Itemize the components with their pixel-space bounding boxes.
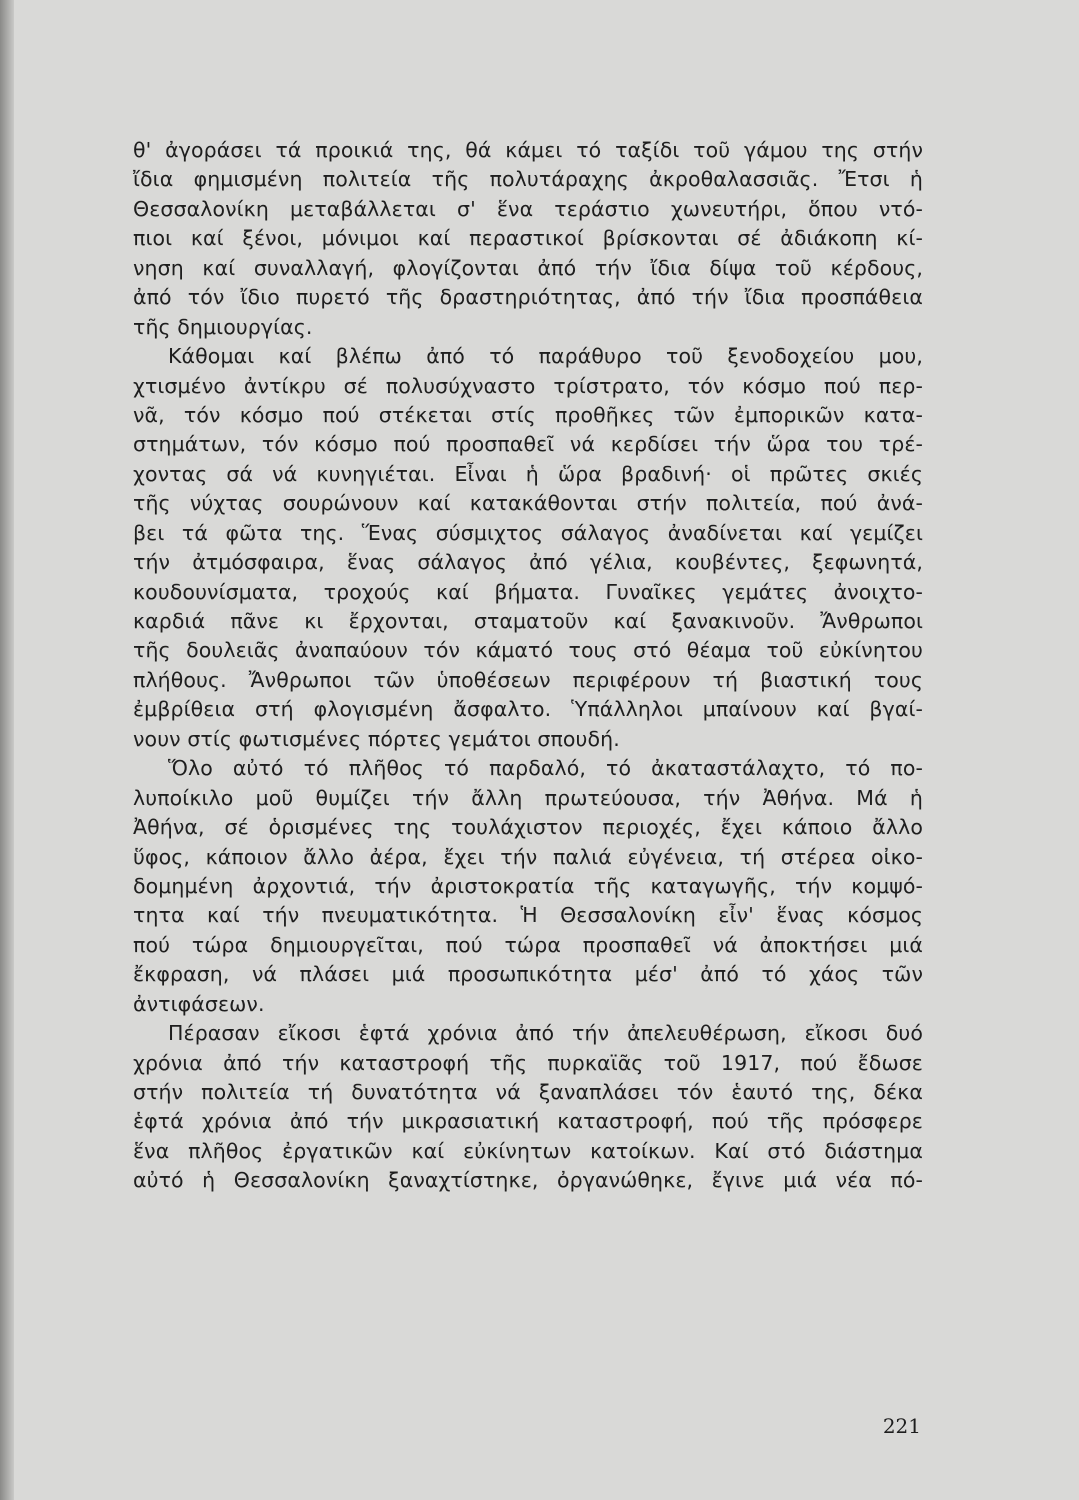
text-line: λυποίκιλο μοῦ θυμίζει τήν ἄλλη πρωτεύουσα, τήν Ἀθήνα. Μά ἡ (133, 785, 923, 810)
text-line: νηση καί συναλλαγή, φλογίζονται ἀπό τήν ἴδια δίψα τοῦ κέρδους, (133, 255, 923, 280)
scan-page-edge (0, 0, 14, 1500)
text-line: Θεσσαλονίκη μεταβάλλεται σ' ἕνα τεράστιο χωνευτήρι, ὅπου ντό- (133, 196, 923, 221)
text-line: ἀντιφάσεων. (133, 991, 265, 1016)
paragraph (133, 136, 923, 342)
text-line: θ' ἀγοράσει τά προικιά της, θά κάμει τό ταξίδι τοῦ γάμου της στήν (133, 138, 923, 162)
text-line: δομημένη ἀρχοντιά, τήν ἀριστοκρατία τῆς καταγωγῆς, τήν κομψό- (133, 873, 923, 898)
text-line: χτισμένο ἀντίκρυ σέ πολυσύχναστο τρίστρατο, τόν κόσμο πού περ- (133, 373, 923, 398)
text-line: τήν ἀτμόσφαιρα, ἕνας σάλαγος ἀπό γέλια, κουβέντες, ξεφωνητά, (133, 550, 923, 575)
text-line: ἕνα πλῆθος ἐργατικῶν καί εὐκίνητων κατοίκων. Καί στό διάστημα (133, 1138, 923, 1163)
text-line: χοντας σά νά κυνηγιέται. Εἶναι ἡ ὥρα βραδινή· οἱ πρῶτες σκιές (133, 461, 923, 486)
text-line: Ἀθήνα, σέ ὁρισμένες της τουλάχιστον περιοχές, ἔχει κάποιο ἄλλο (133, 815, 923, 840)
text-line: τῆς δουλειᾶς ἀναπαύουν τόν κάματό τους στό θέαμα τοῦ εὐκίνητου (133, 638, 923, 663)
text-line: Ὅλο αὐτό τό πλῆθος τό παρδαλό, τό ἀκαταστάλαχτο, τό πο- (168, 756, 923, 781)
text-line: πλήθους. Ἄνθρωποι τῶν ὑποθέσεων περιφέρουν τή βιαστική τους (133, 667, 923, 692)
text-line: κουδουνίσματα, τροχούς καί βήματα. Γυναῖκες γεμάτες ἀνοιχτο- (133, 579, 923, 604)
text-line: Κάθομαι καί βλέπω ἀπό τό παράθυρο τοῦ ξενοδοχείου μου, (168, 344, 923, 369)
body-text (133, 136, 923, 1196)
text-line: αὐτό ἡ Θεσσαλονίκη ξαναχτίστηκε, ὀργανώθηκε, ἔγινε μιά νέα πό- (133, 1168, 923, 1193)
text-line: βει τά φῶτα της. Ἕνας σύσμιχτος σάλαγος ἀναδίνεται καί γεμίζει (133, 520, 923, 545)
text-line: τῆς νύχτας σουρώνουν καί κατακάθονται στήν πολιτεία, πού ἀνά- (133, 491, 923, 516)
text-line: χρόνια ἀπό τήν καταστροφή τῆς πυρκαϊᾶς τοῦ 1917, πού ἔδωσε (133, 1050, 923, 1075)
text-line: νᾶ, τόν κόσμο πού στέκεται στίς προθῆκες τῶν ἐμπορικῶν κατα- (133, 402, 923, 427)
text-line: ἴδια φημισμένη πολιτεία τῆς πολυτάραχης ἀκροθαλασσιᾶς. Ἔτσι ἡ (133, 167, 923, 192)
paragraph (133, 754, 923, 1019)
text-line: ἑφτά χρόνια ἀπό τήν μικρασιατική καταστροφή, πού τῆς πρόσφερε (133, 1109, 923, 1134)
text-line: ἔκφραση, νά πλάσει μιά προσωπικότητα μέσ' ἀπό τό χάος τῶν (133, 962, 923, 987)
text-line: στημάτων, τόν κόσμο πού προσπαθεῖ νά κερδίσει τήν ὥρα του τρέ- (133, 432, 923, 457)
page-number: 221 (882, 1414, 921, 1438)
text-line: στήν πολιτεία τή δυνατότητα νά ξαναπλάσει τόν ἑαυτό της, δέκα (133, 1080, 923, 1104)
text-line: νουν στίς φωτισμένες πόρτες γεμάτοι σπουδή. (133, 726, 620, 751)
text-line: ἀπό τόν ἴδιο πυρετό τῆς δραστηριότητας, ἀπό τήν ἴδια προσπάθεια (133, 285, 923, 310)
text-line: Πέρασαν εἴκοσι ἑφτά χρόνια ἀπό τήν ἀπελευθέρωση, εἴκοσι δυό (168, 1021, 923, 1046)
text-line: τητα καί τήν πνευματικότητα. Ἡ Θεσσαλονίκη εἶν' ἕνας κόσμος (133, 903, 923, 928)
text-line: ἐμβρίθεια στή φλογισμένη ἄσφαλτο. Ὑπάλληλοι μπαίνουν καί βγαί- (133, 697, 923, 722)
paragraph (133, 342, 923, 754)
text-line: τῆς δημιουργίας. (133, 314, 313, 339)
text-line: πιοι καί ξένοι, μόνιμοι καί περαστικοί βρίσκονται σέ ἀδιάκοπη κί- (133, 226, 923, 251)
text-line: ὕφος, κάποιον ἄλλο ἀέρα, ἔχει τήν παλιά εὐγένεια, τή στέρεα οἰκο- (133, 844, 923, 869)
paragraph (133, 1019, 923, 1196)
text-line: πού τώρα δημιουργεῖται, πού τώρα προσπαθεῖ νά ἀποκτήσει μιά (133, 932, 923, 957)
text-line: καρδιά πᾶνε κι ἔρχονται, σταματοῦν καί ξανακινοῦν. Ἄνθρωποι (133, 609, 923, 633)
